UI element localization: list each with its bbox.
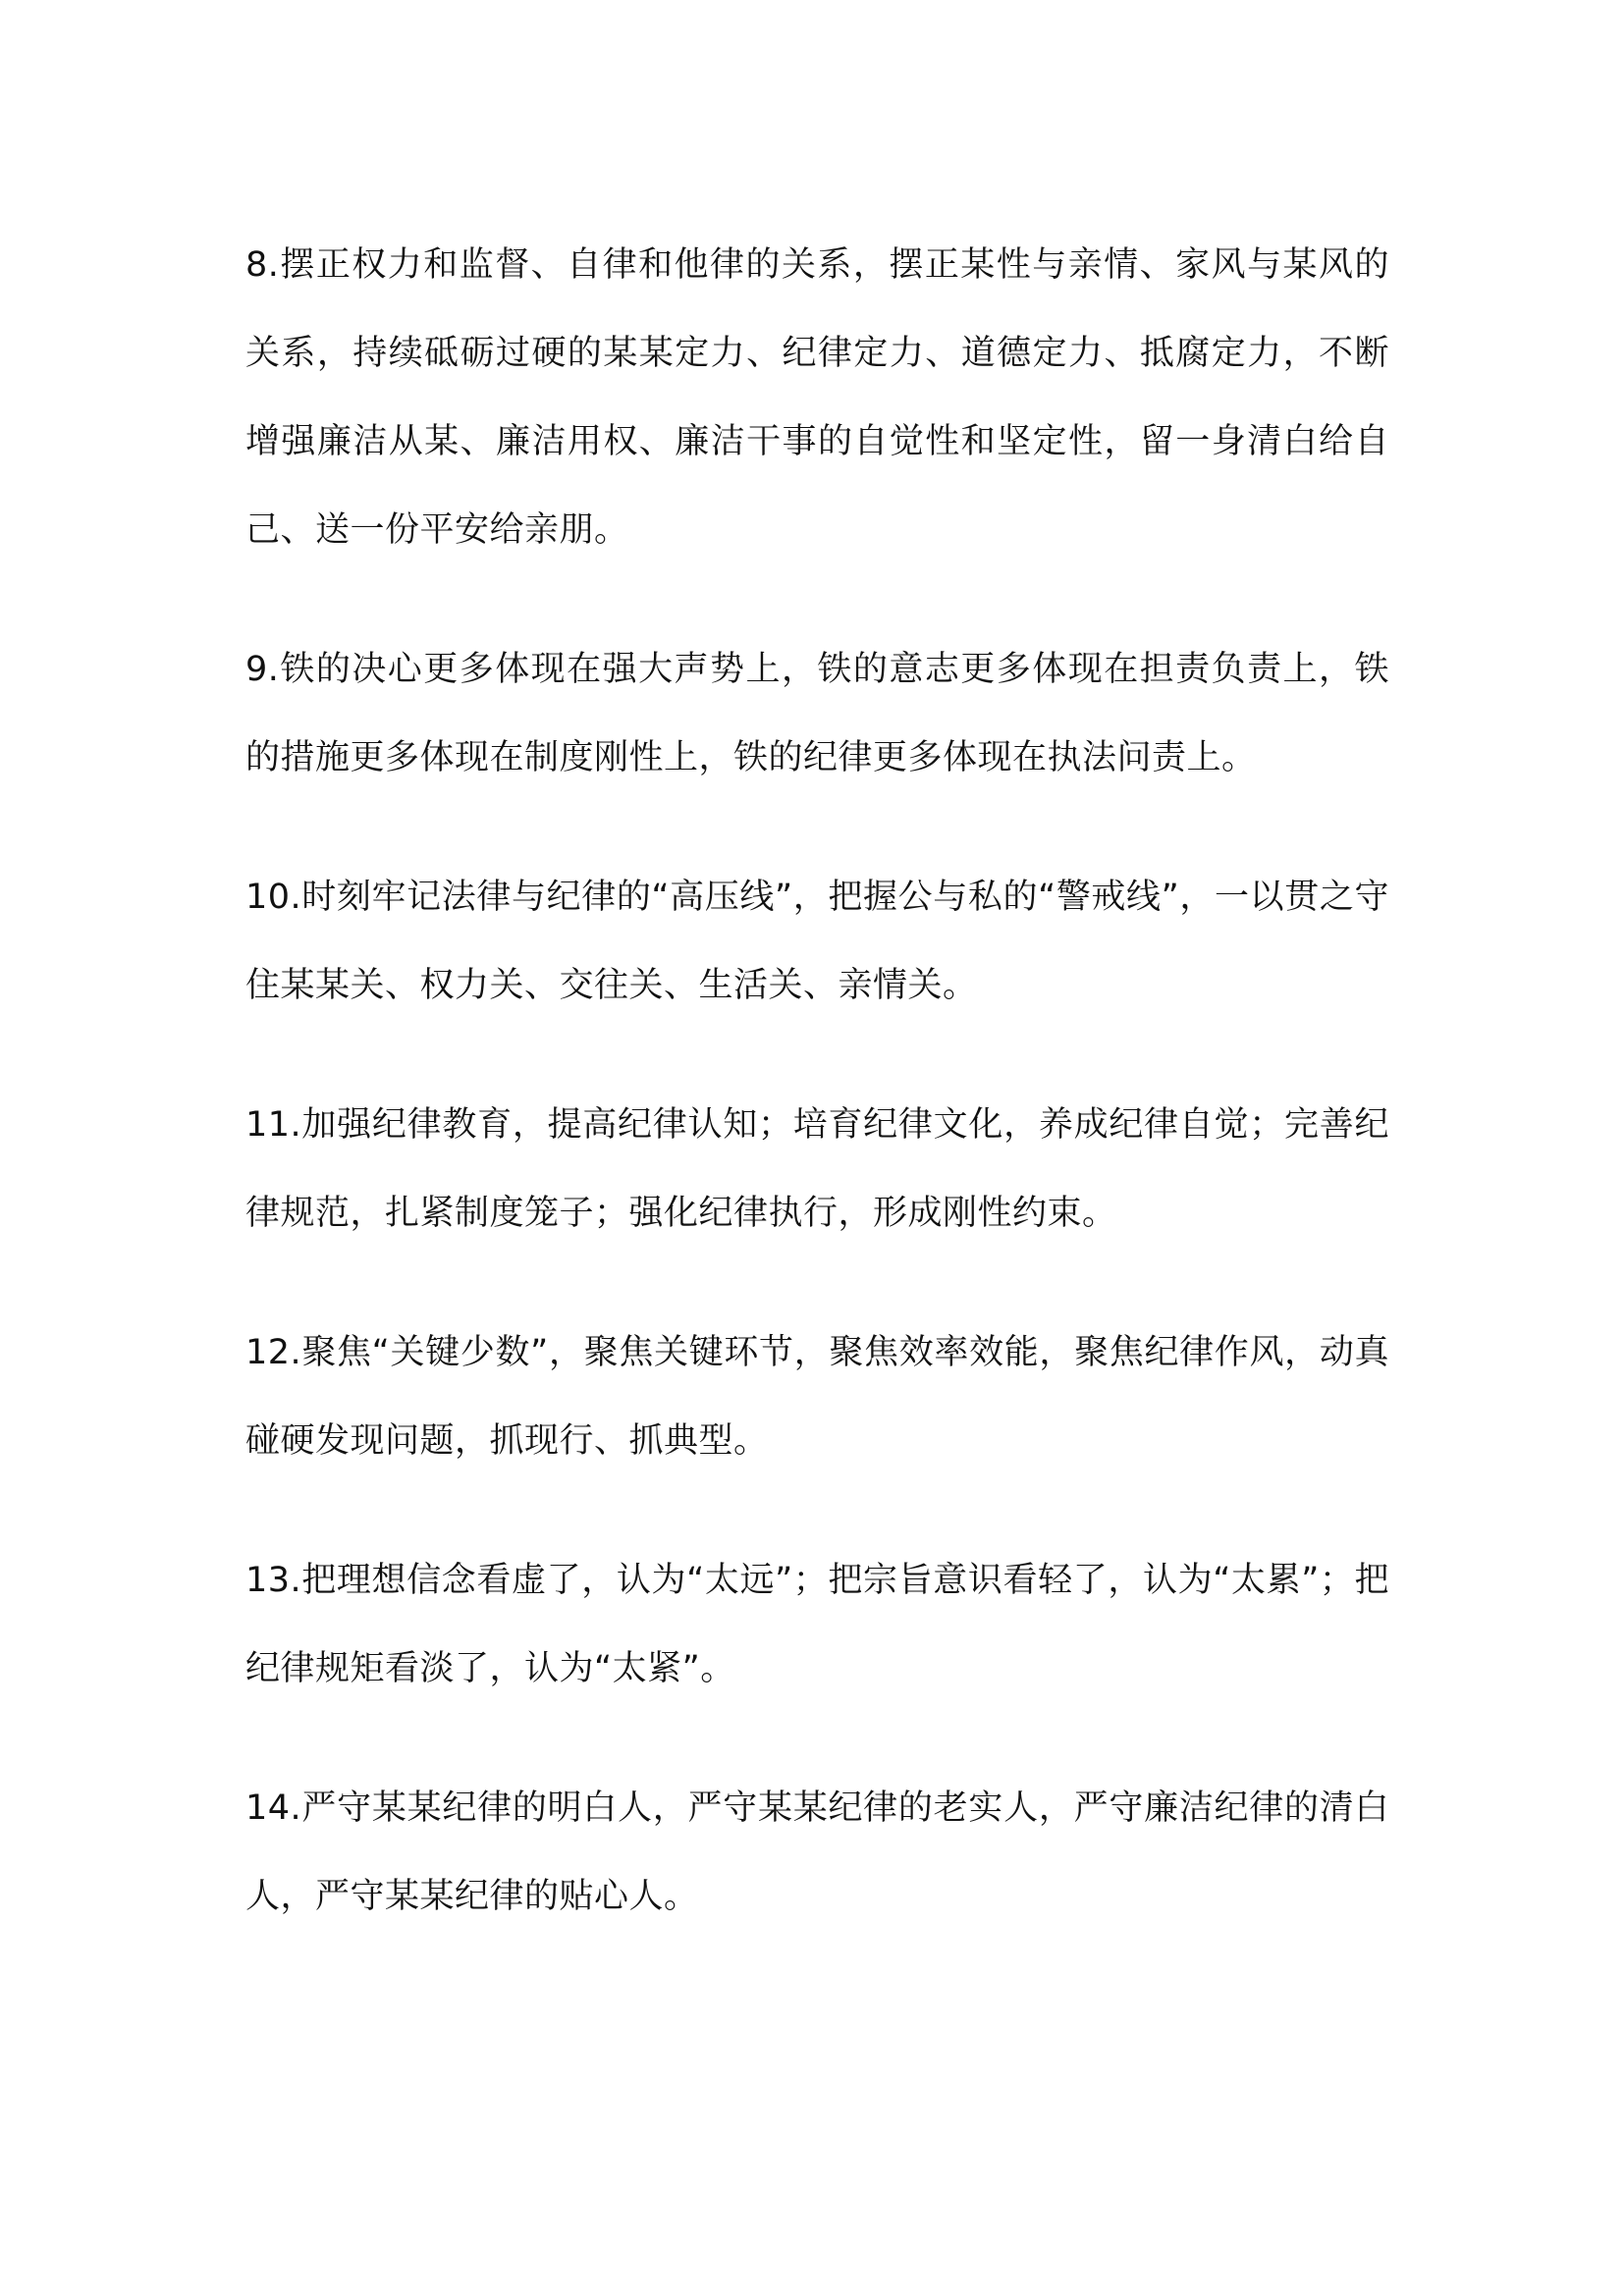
- paragraph-9: 9.铁的决心更多体现在强大声势上，铁的意志更多体现在担责负责上，铁的措施更多体现在制度刚性上，铁的纪律更多体现在执法问责上。: [245, 650, 1389, 777]
- paragraph-10: 10.时刻牢记法律与纪律的“高压线”，把握公与私的“警戒线”，一以贯之守住某某关、权力关、交往关、生活关、亲情关。: [245, 878, 1389, 1005]
- paragraph-12: 12.聚焦“关键少数”，聚焦关键环节，聚焦效率效能，聚焦纪律作风，动真碰硬发现问题，抓现行、抓典型。: [245, 1333, 1389, 1461]
- document-page: [245, 221, 1389, 1992]
- paragraph-8: 8.摆正权力和监督、自律和他律的关系，摆正某性与亲情、家风与某风的关系，持续砥砺过硬的某某定力、纪律定力、道德定力、抵腐定力，不断增强廉洁从某、廉洁用权、廉洁干事的自觉性和坚定性，留一身清白给自己、送一份平安给亲朋。: [245, 245, 1389, 550]
- paragraph-13: 13.把理想信念看虚了，认为“太远”；把宗旨意识看轻了，认为“太累”；把纪律规矩看淡了，认为“太紧”。: [245, 1561, 1389, 1688]
- paragraph-11: 11.加强纪律教育，提高纪律认知；培育纪律文化，养成纪律自觉；完善纪律规范，扎紧制度笼子；强化纪律执行，形成刚性约束。: [245, 1105, 1389, 1233]
- paragraph-14: 14.严守某某纪律的明白人，严守某某纪律的老实人，严守廉洁纪律的清白人，严守某某纪律的贴心人。: [245, 1789, 1389, 1916]
